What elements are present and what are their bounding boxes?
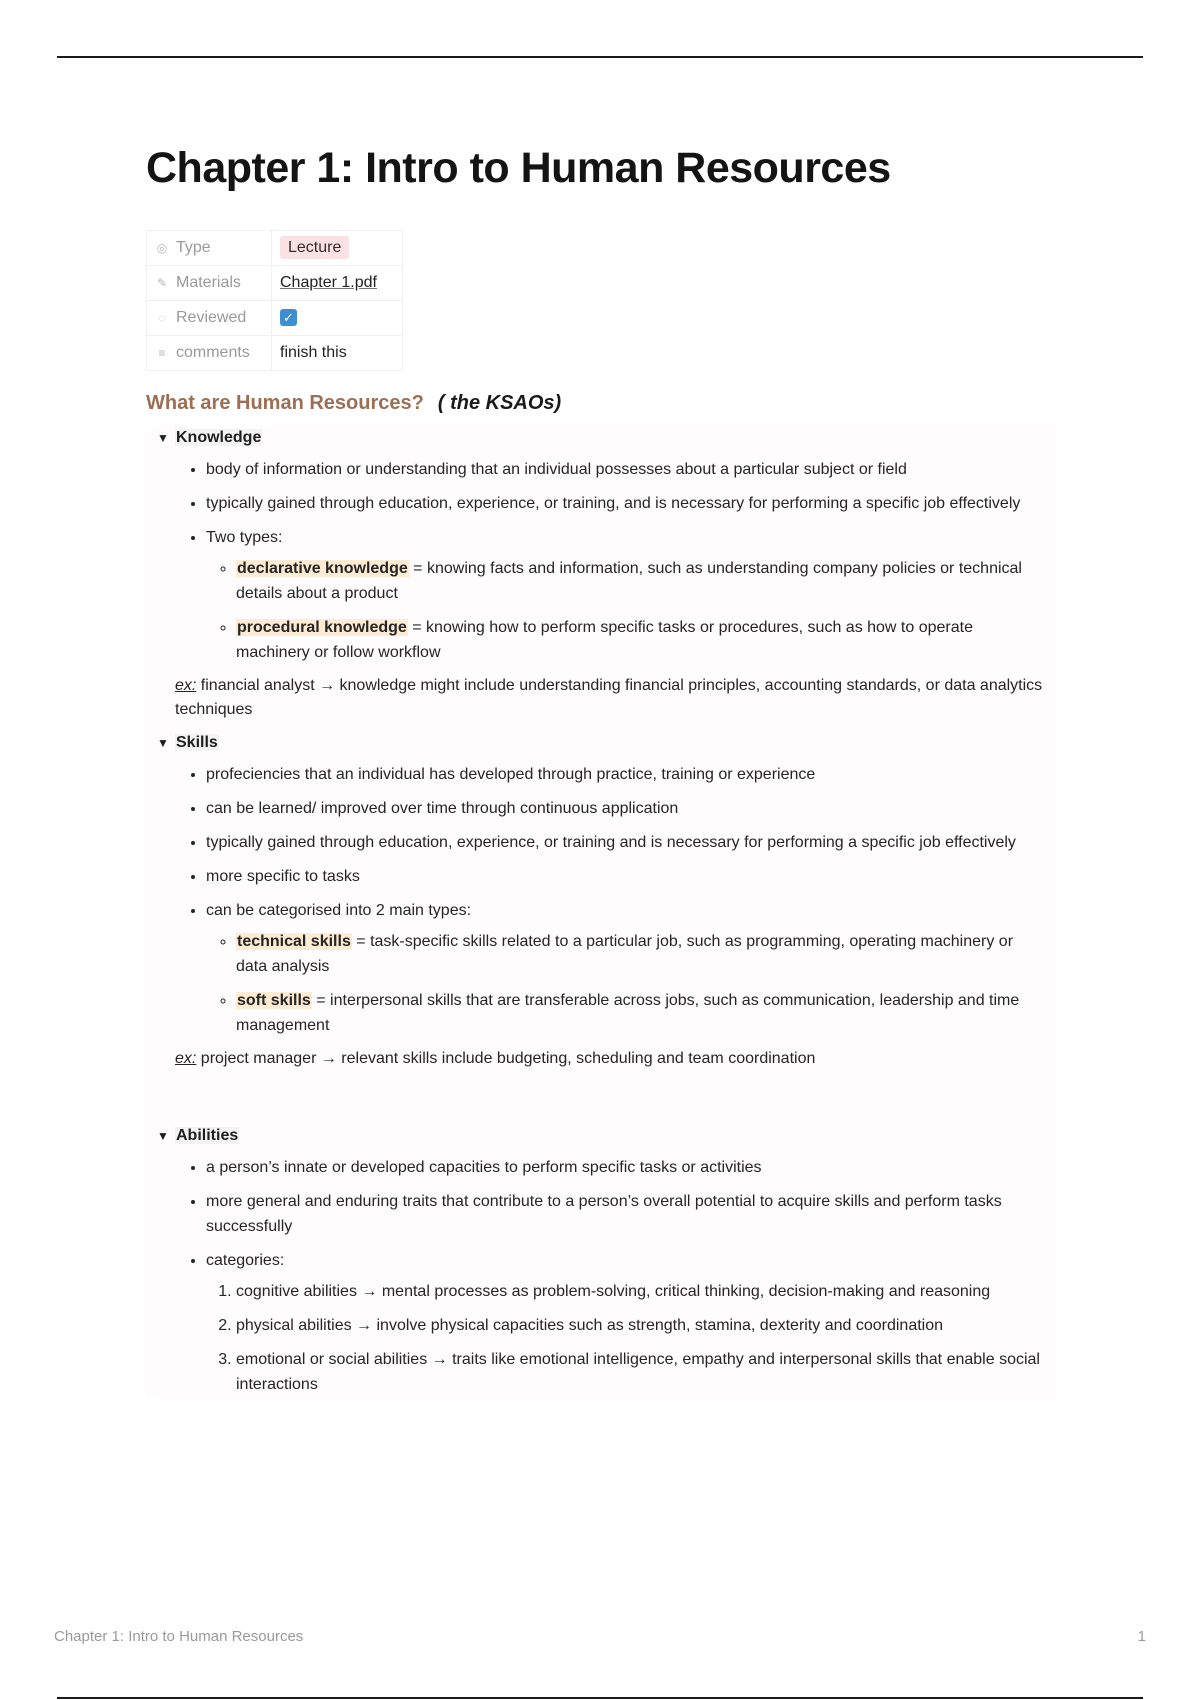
top-rule xyxy=(57,56,1143,58)
list-item: • more specific to tasks xyxy=(206,864,1046,889)
toggle-content xyxy=(146,425,1056,1397)
triangle-down-icon[interactable]: ▼ xyxy=(157,1129,169,1143)
type-tag[interactable]: Lecture xyxy=(280,236,349,259)
triangle-down-icon[interactable]: ▼ xyxy=(157,736,169,750)
spacer xyxy=(146,1071,1056,1115)
footer-title: Chapter 1: Intro to Human Resources xyxy=(54,1628,304,1645)
toggle-skills[interactable]: ▼ Skills xyxy=(157,730,1056,756)
skills-example: ex: project manager → relevant skills include budgeting, scheduling and team coordination xyxy=(175,1050,816,1067)
list-item: • body of information or understanding that an individual possesses about a particular subject or field xyxy=(206,457,1046,482)
list-item: • can be categorised into 2 main types: ◦ technical skills = task-specific skills related to a particular job, such as programming, operating machinery or data analysis ◦ soft skills = interpersonal skills that are transferable across jobs, such as communication, leadership and time management xyxy=(206,898,1046,1038)
list-item: ◦ declarative knowledge = knowing facts and information, such as understanding company policies or technical details about a product xyxy=(236,556,1046,606)
materials-link[interactable]: Chapter 1.pdf xyxy=(280,274,377,291)
list-item: ◦ soft skills = interpersonal skills that are transferable across jobs, such as communication, leadership and time management xyxy=(236,988,1046,1038)
properties-table xyxy=(146,230,403,371)
property-comments: ≡ comments finish this xyxy=(147,336,403,371)
skills-list xyxy=(146,762,1046,1038)
knowledge-list xyxy=(146,457,1046,665)
toggle-abilities[interactable]: ▼ Abilities xyxy=(157,1123,1056,1149)
list-item: • profeciencies that an individual has developed through practice, training or experience xyxy=(206,762,1046,787)
abilities-list xyxy=(146,1155,1046,1397)
list-item: • categories: 1. cognitive abilities → mental processes as problem-solving, critical thinking, decision-making and reasoning 2. physical abilities → involve physical capacities such as strength, stamina, dexterity and coordination 3. emotional or social abilities → traits like emotional intelligence, empathy and interpersonal skills that enable social interactions xyxy=(206,1248,1046,1397)
check-circle-icon: ◌ xyxy=(158,311,166,325)
list-item: 1. cognitive abilities → mental processes as problem-solving, critical thinking, decision-making and reasoning xyxy=(236,1279,1046,1304)
lines-icon: ≡ xyxy=(158,346,166,360)
toggle-knowledge[interactable]: ▼ Knowledge xyxy=(157,425,1056,451)
list-item: • a person’s innate or developed capacities to perform specific tasks or activities xyxy=(206,1155,1046,1180)
bottom-rule xyxy=(57,1697,1143,1699)
list-item: 2. physical abilities → involve physical capacities such as strength, stamina, dexterity and coordination xyxy=(236,1313,1046,1338)
triangle-down-icon[interactable]: ▼ xyxy=(157,431,169,445)
reviewed-checkbox[interactable]: ✓ xyxy=(280,309,297,326)
section-heading: What are Human Resources? ( the KSAOs) xyxy=(146,392,562,414)
paperclip-icon: ✎ xyxy=(156,276,168,290)
comments-value[interactable]: finish this xyxy=(280,344,347,361)
list-item: 3. emotional or social abilities → traits like emotional intelligence, empathy and interpersonal skills that enable social interactions xyxy=(236,1347,1046,1397)
list-item: • can be learned/ improved over time through continuous application xyxy=(206,796,1046,821)
list-item: • typically gained through education, experience, or training, and is necessary for performing a specific job effectively xyxy=(206,491,1046,516)
list-item: • Two types: ◦ declarative knowledge = knowing facts and information, such as understanding company policies or technical details about a product ◦ procedural knowledge = knowing how to perform specific tasks or procedures, such as how to operate machinery or follow workflow xyxy=(206,525,1046,665)
property-type: ◎ Type Lecture xyxy=(147,231,403,266)
page-title: Chapter 1: Intro to Human Resources xyxy=(146,144,891,192)
page-footer xyxy=(54,1628,1146,1645)
list-item: • more general and enduring traits that contribute to a person’s overall potential to acquire skills and perform tasks successfully xyxy=(206,1189,1046,1239)
target-icon: ◎ xyxy=(156,241,168,255)
list-item: • typically gained through education, experience, or training and is necessary for performing a specific job effectively xyxy=(206,830,1046,855)
list-item: ◦ technical skills = task-specific skills related to a particular job, such as programming, operating machinery or data analysis xyxy=(236,929,1046,979)
page-number: 1 xyxy=(1137,1628,1146,1645)
page-content xyxy=(146,140,1056,1406)
knowledge-example: ex: financial analyst → knowledge might include understanding financial principles, accounting standards, or data analytics techniques xyxy=(175,677,1043,718)
property-materials: ✎ Materials Chapter 1.pdf xyxy=(147,266,403,301)
list-item: ◦ procedural knowledge = knowing how to perform specific tasks or procedures, such as how to operate machinery or follow workflow xyxy=(236,615,1046,665)
property-reviewed: ◌ Reviewed ✓ xyxy=(147,301,403,336)
